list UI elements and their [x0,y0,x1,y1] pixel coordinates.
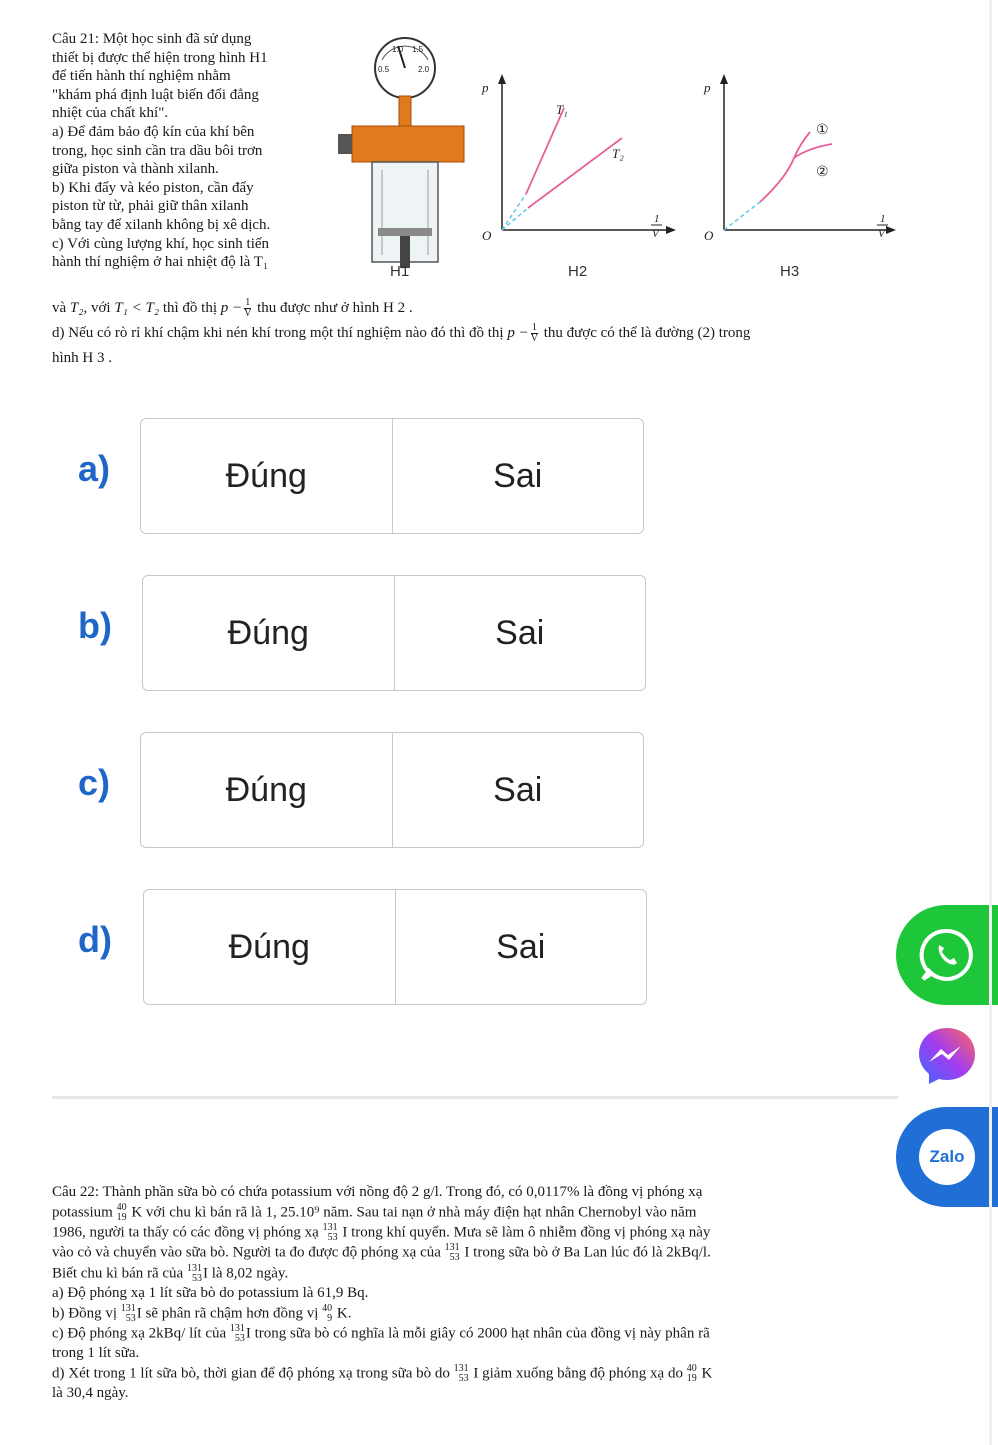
text-fragment: I sẽ phân rã chậm hơn đồng vị [136,1304,323,1321]
text-fragment: 1986, người ta thấy có các đồng vị phóng xạ [52,1224,323,1241]
text-fragment: K [697,1365,713,1382]
nuclide-z: 19 [116,1211,127,1223]
frac-den: V [244,308,252,320]
text-fragment: Biết chu kì bán rã của [52,1264,187,1281]
question-22 [52,1183,912,1404]
answer-letter: a) [78,448,111,489]
nuclide-i131 [121,1304,136,1324]
text-fragment: p − [507,325,529,342]
q22-line [52,1223,912,1243]
nuclide-z: 53 [449,1252,460,1264]
messenger-button[interactable] [896,1006,998,1106]
h2-label: H2 [568,263,588,280]
nuclide-i131 [454,1364,469,1384]
answer-box [140,418,644,534]
true-button[interactable]: Đúng [141,419,393,533]
text-fragment: , với [83,300,115,316]
text-fragment: T₁ < T₂ [114,300,160,316]
gauge-tick: 1.0 [392,45,404,54]
nuclide-z: 53 [234,1332,245,1344]
frac-num: 1 [245,297,251,309]
nuclide-mass: 131 [186,1262,202,1274]
nuclide-z: 53 [191,1272,202,1284]
false-button[interactable]: Sai [493,770,543,809]
nuclide-i131 [187,1264,202,1284]
q22-line [52,1324,912,1344]
text-fragment: I giảm xuống bằng độ phóng xạ do [469,1365,687,1382]
question-21-figures [320,30,900,290]
frac-num: 1 [531,322,537,334]
nuclide-mass: 131 [444,1242,460,1254]
false-button[interactable]: Sai [493,456,543,495]
nuclide-mass: 131 [453,1362,469,1374]
q21-line: c) Với cùng lượng khí, học sinh tiến [52,235,270,252]
answer-letter: c) [78,762,111,803]
h3-graph [703,74,896,280]
text-fragment: b) Đồng vị [52,1304,121,1321]
text-fragment: I trong sữa bò ở Ba Lan lúc đó là 2kBq/l. [460,1244,711,1261]
q21-line: trong, học sinh cần tra dầu bôi trơn [52,142,263,159]
q21-d-statement [52,323,932,344]
q21-line: để tiến hành thí nghiệm nhằm [52,68,231,85]
q22-line [52,1364,912,1384]
text-fragment: d) Xét trong 1 lít sữa bò, thời gian để độ phóng xạ trong sữa bò do [52,1365,454,1382]
fraction-1-over-v [244,298,251,319]
nuclide-z: 19 [686,1372,697,1384]
question-21-intro [52,30,314,272]
nuclide-z: 9 [327,1312,333,1324]
nuclide-i131 [445,1243,460,1263]
messenger-icon [915,1024,979,1088]
nuclide-z: 53 [458,1372,469,1384]
whatsapp-button[interactable] [896,905,998,1005]
fraction-1-over-v [531,323,538,344]
q21-line: hành thí nghiệm ở hai nhiệt độ là T₁ [52,254,269,271]
q21-line: giữa piston và thành xilanh. [52,161,219,178]
nuclide-i131 [323,1223,338,1243]
q22-line: là 30,4 ngày. [52,1385,129,1402]
q22-line [52,1264,912,1284]
text-fragment: T₂ [69,300,84,316]
nuclide-k40 [687,1364,697,1384]
h1-apparatus [338,38,464,280]
q21-line: b) Khi đẩy và kéo piston, cần đẩy [52,179,254,196]
answer-box [143,889,647,1005]
h3-curve2-label: ② [816,164,829,180]
zalo-icon: Zalo [919,1129,975,1185]
text-fragment: vào cỏ và chuyển vào sữa bò. Người ta đo được độ phóng xạ của [52,1244,445,1261]
answer-letter: d) [78,919,112,960]
nuclide-i131 [230,1324,245,1344]
whatsapp-icon [917,925,977,985]
true-button[interactable]: Đúng [144,890,396,1004]
false-button[interactable]: Sai [495,613,545,652]
h2-axis-o: O [482,228,492,243]
answer-box [140,732,644,848]
nuclide-z: 53 [125,1312,136,1324]
zalo-button[interactable] [896,1107,998,1207]
nuclide-mass: 40 [686,1362,697,1374]
nuclide-mass: 40 [116,1201,127,1213]
q22-line [52,1304,912,1324]
gauge-tick: 2.0 [418,65,430,74]
text-fragment: I là 8,02 ngày. [202,1264,289,1281]
nuclide-k40 [117,1203,127,1223]
true-button[interactable]: Đúng [141,733,393,847]
answer-box [142,575,646,691]
h3-axis-o: O [704,228,714,243]
h2-t2-label: T₂ [612,146,624,161]
false-button[interactable]: Sai [496,927,546,966]
q21-c-continued [52,298,932,319]
true-button[interactable]: Đúng [143,576,395,690]
q21-line: piston từ từ, phải giữ thân xilanh [52,198,249,215]
q21-line: Câu 21: Một học sinh đã sử dụng [52,31,252,47]
text-fragment: và [52,300,70,316]
text-fragment: thu được như ở hình H 2 . [253,300,413,316]
text-fragment: thì đồ thị [159,300,221,316]
question-21-continued [52,298,932,373]
q21-line: bằng tay để xilanh không bị xê dịch. [52,216,271,233]
q21-d-statement-line2: hình H 3 . [52,350,112,367]
text-fragment: d) Nếu có rò rỉ khí chậm khi nén khí trong một thí nghiệm nào đó thì đồ thị [52,325,508,342]
h3-curve1-label: ① [816,122,829,138]
q21-line: a) Để đảm bảo độ kín của khí bên [52,123,255,140]
scrollbar[interactable] [989,0,992,1445]
h2-axis-inv-num: 1 [654,213,660,225]
h2-graph [481,74,676,280]
nuclide-z: 53 [327,1232,338,1244]
h2-t1-label: T₁ [556,102,568,117]
nuclide-k40 [322,1304,332,1324]
section-divider [52,1096,898,1099]
h3-axis-p: p [704,80,711,95]
text-fragment: K với chu kì bán rã là 1, 25.10⁹ năm. Sau tai nạn ở nhà máy điện hạt nhân Chernobyl vào năm [127,1204,697,1221]
text-fragment: K. [333,1304,352,1321]
h3-axis-inv-num: 1 [880,213,886,225]
nuclide-mass: 131 [322,1222,338,1234]
q22-line: Câu 22: Thành phần sữa bò có chứa potassium với nồng độ 2 g/l. Trong đó, có 0,0117% là đồng vị phóng xạ [52,1184,703,1200]
answer-letter: b) [78,605,112,646]
h3-axis-inv-den: V [878,228,885,240]
text-fragment: thu được có thể là đường (2) trong [539,325,751,342]
nuclide-mass: 40 [322,1302,333,1314]
q22-line: trong 1 lít sữa. [52,1345,140,1361]
q21-line: nhiệt của chất khí". [52,105,169,122]
figures-svg [320,30,900,290]
h2-axis-inv-den: V [652,228,659,240]
gauge-tick: 1.5 [412,45,424,54]
q21-line: "khám phá định luật biến đổi đẳng [52,86,259,103]
nuclide-mass: 131 [229,1322,245,1334]
frac-den: V [530,333,538,345]
text-fragment: c) Độ phóng xạ 2kBq/ lít của [52,1325,230,1342]
nuclide-mass: 131 [120,1302,136,1314]
text-fragment: I trong khí quyển. Mưa sẽ làm ô nhiễm đồng vị phóng xạ này [338,1224,711,1241]
h2-axis-p: p [482,80,489,95]
h3-label: H3 [780,263,800,280]
h1-label: H1 [390,263,410,280]
q22-line: a) Độ phóng xạ 1 lít sữa bò do potassium là 61,9 Bq. [52,1284,369,1301]
q22-line [52,1203,912,1223]
text-fragment: I trong sữa bò có nghĩa là mỗi giây có 2000 hạt nhân của đồng vị này phân rã [245,1325,710,1342]
text-fragment: p − [220,300,243,316]
gauge-tick: 0.5 [378,65,390,74]
q22-line [52,1243,912,1263]
text-fragment: potassium [52,1204,117,1221]
q21-line: thiết bị được thể hiện trong hình H1 [52,49,268,66]
